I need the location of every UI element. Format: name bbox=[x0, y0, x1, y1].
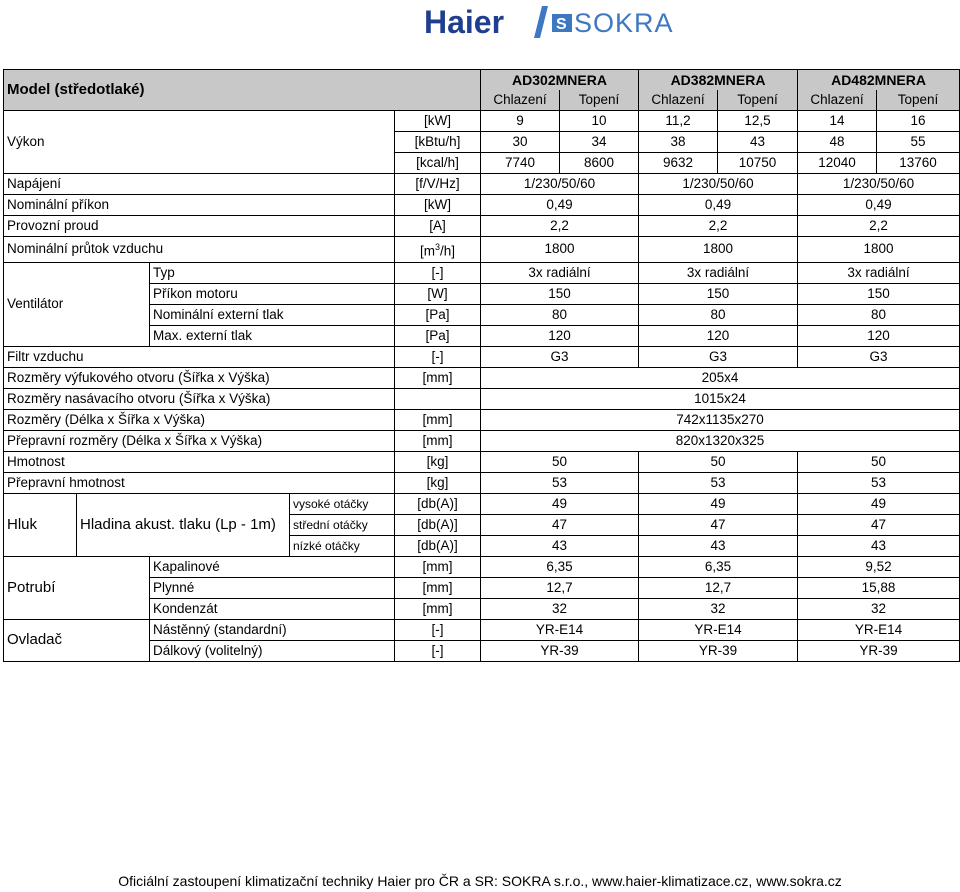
value-cell: 50 bbox=[798, 451, 960, 472]
value-cell: 2,2 bbox=[798, 216, 960, 237]
value-cell: 48 bbox=[798, 132, 877, 153]
logo-slash-icon bbox=[534, 6, 548, 38]
value-cell: 12,5 bbox=[718, 111, 798, 132]
spec-table bbox=[3, 69, 960, 662]
logo-haier-text: Haier bbox=[424, 4, 505, 40]
unit-cell: [kg] bbox=[395, 472, 481, 493]
value-cell: 150 bbox=[481, 283, 639, 304]
value-cell: 38 bbox=[639, 132, 718, 153]
row-label: střední otáčky bbox=[290, 514, 395, 535]
value-cell: 6,35 bbox=[639, 556, 798, 577]
row-label: Hmotnost bbox=[4, 451, 395, 472]
row-label: Provozní proud bbox=[4, 216, 395, 237]
value-cell: 3x radiální bbox=[481, 262, 639, 283]
value-cell: 150 bbox=[798, 283, 960, 304]
value-cell: 49 bbox=[798, 493, 960, 514]
row-label: Rozměry (Délka x Šířka x Výška) bbox=[4, 409, 395, 430]
value-cell: 12,7 bbox=[639, 577, 798, 598]
value-cell: 0,49 bbox=[481, 195, 639, 216]
value-cell: 8600 bbox=[560, 153, 639, 174]
value-cell: YR-39 bbox=[481, 640, 639, 661]
value-cell: 43 bbox=[798, 535, 960, 556]
table-row bbox=[4, 430, 960, 451]
value-cell: 12040 bbox=[798, 153, 877, 174]
value-cell: 13760 bbox=[877, 153, 960, 174]
value-cell: 1800 bbox=[481, 237, 639, 263]
mode-heat: Topení bbox=[718, 90, 798, 111]
value-cell: YR-E14 bbox=[798, 619, 960, 640]
row-label: Filtr vzduchu bbox=[4, 346, 395, 367]
value-cell: 43 bbox=[639, 535, 798, 556]
value-cell: 43 bbox=[481, 535, 639, 556]
unit-cell: [-] bbox=[395, 262, 481, 283]
value-cell: 9632 bbox=[639, 153, 718, 174]
value-cell: 16 bbox=[877, 111, 960, 132]
row-label: Nominální příkon bbox=[4, 195, 395, 216]
row-group-label: Ovladač bbox=[4, 619, 150, 661]
value-cell: YR-E14 bbox=[639, 619, 798, 640]
unit-cell bbox=[395, 388, 481, 409]
value-cell: 30 bbox=[481, 132, 560, 153]
row-label: Typ bbox=[150, 262, 395, 283]
value-cell: 50 bbox=[481, 451, 639, 472]
header-row-models bbox=[4, 70, 960, 91]
table-row bbox=[4, 619, 960, 640]
row-label: Plynné bbox=[150, 577, 395, 598]
value-cell: YR-39 bbox=[798, 640, 960, 661]
value-cell: 32 bbox=[798, 598, 960, 619]
row-label: Kondenzát bbox=[150, 598, 395, 619]
row-label: Přepravní rozměry (Délka x Šířka x Výška) bbox=[4, 430, 395, 451]
value-cell: 2,2 bbox=[481, 216, 639, 237]
value-cell: 1800 bbox=[798, 237, 960, 263]
row-label: nízké otáčky bbox=[290, 535, 395, 556]
unit-cell: [Pa] bbox=[395, 325, 481, 346]
value-cell: 49 bbox=[481, 493, 639, 514]
value-cell: 43 bbox=[718, 132, 798, 153]
unit-cell: [W] bbox=[395, 283, 481, 304]
unit-superscript: 3 bbox=[434, 242, 440, 252]
table-row bbox=[4, 195, 960, 216]
unit-cell: [mm] bbox=[395, 367, 481, 388]
row-group-label: Ventilátor bbox=[4, 262, 150, 346]
value-cell: 120 bbox=[481, 325, 639, 346]
row-label: Nominální průtok vzduchu bbox=[4, 237, 395, 263]
value-cell: 205x4 bbox=[481, 367, 960, 388]
value-cell: 80 bbox=[639, 304, 798, 325]
unit-cell: [mm] bbox=[395, 556, 481, 577]
value-cell: 32 bbox=[639, 598, 798, 619]
model-name: AD482MNERA bbox=[798, 70, 960, 91]
row-label: Rozměry nasávacího otvoru (Šířka x Výška) bbox=[4, 388, 395, 409]
unit-cell: [mm] bbox=[395, 577, 481, 598]
mode-cool: Chlazení bbox=[481, 90, 560, 111]
table-row bbox=[4, 493, 960, 514]
value-cell: 53 bbox=[639, 472, 798, 493]
value-cell: 0,49 bbox=[798, 195, 960, 216]
table-row bbox=[4, 216, 960, 237]
value-cell: 80 bbox=[798, 304, 960, 325]
unit-cell: [kW] bbox=[395, 195, 481, 216]
value-cell: 80 bbox=[481, 304, 639, 325]
unit-cell: [mm] bbox=[395, 409, 481, 430]
mode-heat: Topení bbox=[560, 90, 639, 111]
row-label: Rozměry výfukového otvoru (Šířka x Výška) bbox=[4, 367, 395, 388]
logo-graphic bbox=[424, 4, 700, 40]
unit-cell: [mm] bbox=[395, 598, 481, 619]
unit-cell: [kg] bbox=[395, 451, 481, 472]
table-row bbox=[4, 174, 960, 195]
unit-cell: [db(A)] bbox=[395, 535, 481, 556]
value-cell: YR-E14 bbox=[481, 619, 639, 640]
unit-cell: [-] bbox=[395, 619, 481, 640]
table-row bbox=[4, 237, 960, 263]
value-cell: G3 bbox=[639, 346, 798, 367]
value-cell: 9,52 bbox=[798, 556, 960, 577]
model-label: Model (středotlaké) bbox=[4, 70, 481, 111]
logo-sokra-text: SOKRA bbox=[574, 8, 674, 38]
model-name: AD382MNERA bbox=[639, 70, 798, 91]
value-cell: 120 bbox=[798, 325, 960, 346]
row-label: vysoké otáčky bbox=[290, 493, 395, 514]
value-cell: 3x radiální bbox=[798, 262, 960, 283]
value-cell: 742x1135x270 bbox=[481, 409, 960, 430]
row-label: Max. externí tlak bbox=[150, 325, 395, 346]
table-row bbox=[4, 111, 960, 132]
value-cell: 1800 bbox=[639, 237, 798, 263]
value-cell: 6,35 bbox=[481, 556, 639, 577]
value-cell: 150 bbox=[639, 283, 798, 304]
value-cell: 820x1320x325 bbox=[481, 430, 960, 451]
table-row bbox=[4, 556, 960, 577]
value-cell: 2,2 bbox=[639, 216, 798, 237]
unit-cell: [Pa] bbox=[395, 304, 481, 325]
value-cell: 53 bbox=[798, 472, 960, 493]
row-label: Nominální externí tlak bbox=[150, 304, 395, 325]
row-label: Napájení bbox=[4, 174, 395, 195]
table-row bbox=[4, 262, 960, 283]
row-label: Dálkový (volitelný) bbox=[150, 640, 395, 661]
value-cell: 12,7 bbox=[481, 577, 639, 598]
value-cell: 47 bbox=[639, 514, 798, 535]
row-sublabel: Hladina akust. tlaku (Lp - 1m) bbox=[77, 493, 290, 556]
row-label: Nástěnný (standardní) bbox=[150, 619, 395, 640]
value-cell: 55 bbox=[877, 132, 960, 153]
value-cell: 1/230/50/60 bbox=[639, 174, 798, 195]
row-label: Příkon motoru bbox=[150, 283, 395, 304]
value-cell: 7740 bbox=[481, 153, 560, 174]
value-cell: 9 bbox=[481, 111, 560, 132]
svg-text:S: S bbox=[556, 16, 567, 33]
mode-cool: Chlazení bbox=[639, 90, 718, 111]
value-cell: 15,88 bbox=[798, 577, 960, 598]
unit-cell: [kW] bbox=[395, 111, 481, 132]
row-group-label: Hluk bbox=[4, 493, 77, 556]
row-group-label: Potrubí bbox=[4, 556, 150, 619]
value-cell: 50 bbox=[639, 451, 798, 472]
unit-cell: [kcal/h] bbox=[395, 153, 481, 174]
value-cell: G3 bbox=[798, 346, 960, 367]
value-cell: 11,2 bbox=[639, 111, 718, 132]
value-cell: 53 bbox=[481, 472, 639, 493]
table-row bbox=[4, 451, 960, 472]
value-cell: 34 bbox=[560, 132, 639, 153]
brand-logo bbox=[424, 4, 700, 40]
row-label: Výkon bbox=[4, 111, 395, 174]
model-name: AD302MNERA bbox=[481, 70, 639, 91]
table-row bbox=[4, 409, 960, 430]
unit-cell: [kBtu/h] bbox=[395, 132, 481, 153]
unit-cell bbox=[395, 237, 481, 263]
table-row bbox=[4, 388, 960, 409]
value-cell: 0,49 bbox=[639, 195, 798, 216]
table-row bbox=[4, 346, 960, 367]
value-cell: 1015x24 bbox=[481, 388, 960, 409]
value-cell: 10750 bbox=[718, 153, 798, 174]
value-cell: 47 bbox=[798, 514, 960, 535]
unit-cell: [mm] bbox=[395, 430, 481, 451]
value-cell: 1/230/50/60 bbox=[481, 174, 639, 195]
value-cell: 49 bbox=[639, 493, 798, 514]
value-cell: YR-39 bbox=[639, 640, 798, 661]
table-row bbox=[4, 367, 960, 388]
footer-text: Oficiální zastoupení klimatizační techniky Haier pro ČR a SR: SOKRA s.r.o., www.haier-klimatizace.cz, www.sokra.cz bbox=[118, 873, 842, 889]
unit-cell: [-] bbox=[395, 640, 481, 661]
value-cell: 3x radiální bbox=[639, 262, 798, 283]
mode-cool: Chlazení bbox=[798, 90, 877, 111]
value-cell: 1/230/50/60 bbox=[798, 174, 960, 195]
unit-text: [m bbox=[419, 243, 435, 259]
value-cell: 14 bbox=[798, 111, 877, 132]
mode-heat: Topení bbox=[877, 90, 960, 111]
value-cell: G3 bbox=[481, 346, 639, 367]
table-row bbox=[4, 472, 960, 493]
row-label: Přepravní hmotnost bbox=[4, 472, 395, 493]
unit-cell: [f/V/Hz] bbox=[395, 174, 481, 195]
value-cell: 32 bbox=[481, 598, 639, 619]
unit-cell: [db(A)] bbox=[395, 514, 481, 535]
unit-cell: [db(A)] bbox=[395, 493, 481, 514]
value-cell: 10 bbox=[560, 111, 639, 132]
unit-cell: [-] bbox=[395, 346, 481, 367]
value-cell: 120 bbox=[639, 325, 798, 346]
value-cell: 47 bbox=[481, 514, 639, 535]
row-label: Kapalinové bbox=[150, 556, 395, 577]
unit-text: /h] bbox=[440, 243, 456, 259]
unit-cell: [A] bbox=[395, 216, 481, 237]
